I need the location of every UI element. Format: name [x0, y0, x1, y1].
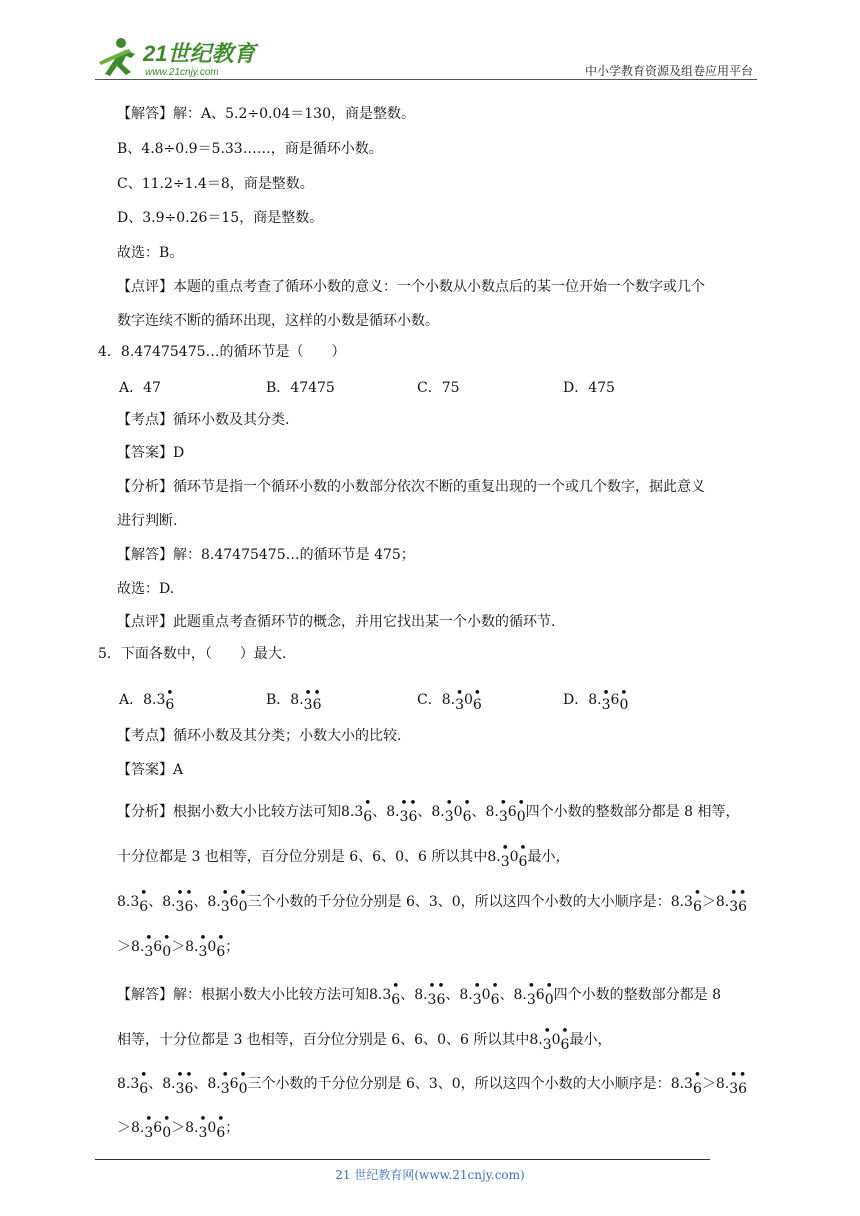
logo-text: 21世纪教育	[143, 41, 256, 66]
logo-url: www.21cnjy.com	[145, 67, 219, 78]
q3-answer-line1: 【解答】解：A、5.2÷0.04＝130，商是整数。	[117, 106, 415, 122]
q3-comment-line2: 数字连续不断的循环出现，这样的小数是循环小数。	[117, 313, 439, 329]
q4-kaodian: 【考点】循环小数及其分类.	[117, 412, 290, 428]
footer-divider	[95, 1159, 710, 1160]
site-logo	[95, 34, 260, 80]
q4-stem: 4．8.47475475…的循环节是（ ）	[98, 344, 346, 360]
q5-kaodian: 【考点】循环小数及其分类；小数大小的比较.	[117, 728, 402, 744]
header-divider	[95, 79, 757, 80]
q3-comment-line1: 【点评】本题的重点考查了循环小数的意义：一个小数从小数点后的某一位开始一个数字或几个	[117, 279, 705, 295]
q5-stem: 5．下面各数中，（ ）最大.	[98, 646, 287, 662]
q4-option-a: A．47	[119, 380, 161, 396]
q4-solution: 【解答】解：8.47475475…的循环节是 475；	[117, 547, 415, 563]
q5-analysis-line1: 【分析】根据小数大小比较方法可知8.36 • 、8.3 • 6 • 、8.3 • 06 • 、8.3 • 60 • 四个小数的整数部分都是 8 相等，	[117, 796, 740, 825]
q3-answer-line4: D、3.9÷0.26＝15，商是整数。	[117, 210, 324, 226]
q4-comment: 【点评】此题重点考查循环节的概念，并用它找出某一个小数的循环节.	[117, 614, 556, 630]
q4-answer: 【答案】D	[117, 445, 185, 461]
q5-solution-line3: 8.36 • 、8.3 • 6 • 、8.3 • 60 • 三个小数的千分位分别是 6、3、0，所以这四个小数的大小顺序是：8.36 • ＞8.3 • 6 •	[117, 1068, 748, 1097]
q4-option-c: C．75	[417, 380, 460, 396]
q5-analysis-line3: 8.36 • 、8.3 • 6 • 、8.3 • 60 • 三个小数的千分位分别是 6、3、0，所以这四个小数的大小顺序是：8.36 • ＞8.3 • 6 •	[117, 886, 748, 915]
q3-choose: 故选：B。	[117, 245, 184, 261]
q5-option-d: D．8.3 • 60 •	[563, 686, 629, 713]
q5-option-b: B．8.3 • 6 •	[266, 686, 322, 713]
platform-name: 中小学教育资源及组卷应用平台	[584, 64, 753, 78]
q5-analysis-line2: 十分位都是 3 也相等，百分位分别是 6、6、0、6 所以其中8.3 • 06 • 最小，	[117, 841, 570, 870]
q5-option-c: C．8.3 • 06 •	[417, 686, 482, 713]
q4-choose: 故选：D.	[117, 581, 175, 597]
q5-solution-line2: 相等，十分位都是 3 也相等，百分位分别是 6、6、0、6 所以其中8.3 • 06 • 最小，	[117, 1024, 612, 1053]
footer-link[interactable]: 21 世纪教育网(www.21cnjy.com)	[335, 1168, 525, 1182]
q4-analysis-line2: 进行判断.	[117, 513, 178, 529]
q5-analysis-line4: ＞8.3 • 60 • ＞8.3 • 06 • ；	[117, 931, 240, 960]
q5-solution-line1: 【解答】解：根据小数大小比较方法可知8.36 • 、8.3 • 6 • 、8.3 • 06 • 、8.3 • 60 • 四个小数的整数部分都是 8	[117, 979, 721, 1008]
q4-analysis-line1: 【分析】循环节是指一个循环小数的小数部分依次不断的重复出现的一个或几个数字，据此意义	[117, 479, 705, 495]
q5-solution-line4: ＞8.3 • 60 • ＞8.3 • 06 • ；	[117, 1112, 240, 1141]
q5-option-a: A．8.36 •	[119, 686, 175, 713]
q4-option-b: B．47475	[266, 380, 335, 396]
q4-option-d: D．475	[563, 380, 615, 396]
q3-answer-line2: B、4.8÷0.9＝5.33……，商是循环小数。	[117, 141, 383, 157]
q5-answer: 【答案】A	[117, 762, 184, 778]
q3-answer-line3: C、11.2÷1.4＝8，商是整数。	[117, 176, 314, 192]
